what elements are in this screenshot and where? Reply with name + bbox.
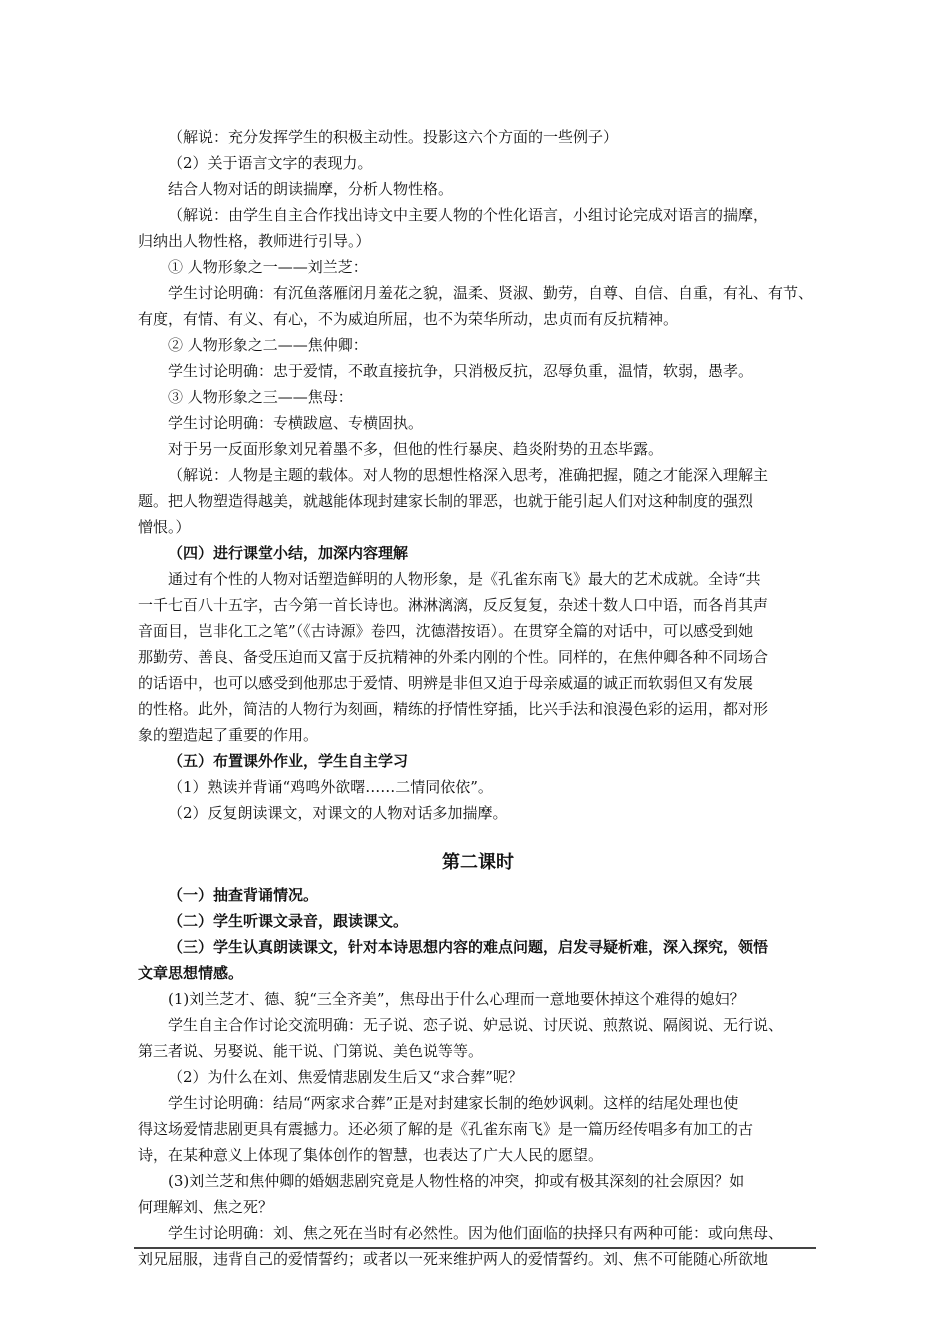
paragraph-line: 有度，有情、有义、有心，不为威迫所屈，也不为荣华所动，忠贞而有反抗精神。 [138,310,679,328]
paragraph-line: 学生讨论明确：专横跋扈、专横固执。 [168,414,424,432]
section-heading: （四）进行课堂小结，加深内容理解 [168,544,409,562]
paragraph-line: 一千七百八十五字，古今第一首长诗也。淋淋漓漓，反反复复，杂述十数人口中语，而各肖其声 [138,596,769,614]
paragraph-line: （解说：人物是主题的载体。对人物的思想性格深入思考，准确把握，随之才能深入理解主 [168,466,769,484]
paragraph-line: 学生自主合作讨论交流明确：无子说、恋子说、妒忌说、讨厌说、煎熬说、隔阂说、无行说、 [168,1016,784,1034]
paragraph-line: 通过有个性的人物对话塑造鲜明的人物形象，是《孔雀东南飞》最大的艺术成就。全诗“共 [168,570,761,588]
document-page [138,124,818,1272]
paragraph-line: 何理解刘、焦之死？ [138,1198,274,1216]
paragraph-line: 的话语中，也可以感受到他那忠于爱情、明辨是非但又迫于母亲威逼的诚正而软弱但又有发展 [138,674,754,692]
paragraph-line: （2）关于语言文字的表现力。 [168,154,373,172]
paragraph-line: ③ 人物形象之三——焦母： [168,388,353,406]
paragraph-line: 结合人物对话的朗读揣摩，分析人物性格。 [168,180,454,198]
section-heading: （二）学生听课文录音，跟读课文。 [168,912,409,930]
paragraph-line: (3)刘兰芝和焦仲卿的婚姻悲剧究竟是人物性格的冲突，抑或有极其深刻的社会原因？如 [168,1172,745,1190]
section-heading: （三）学生认真朗读课文，针对本诗思想内容的难点问题，启发寻疑析难，深入探究，领悟 [168,938,769,956]
footer-divider [134,1247,816,1249]
paragraph-line: 学生讨论明确：有沉鱼落雁闭月羞花之貌，温柔、贤淑、勤劳，自尊、自信、自重，有礼、有节、 [168,284,814,302]
paragraph-line: （1）熟读并背诵“鸡鸣外欲曙……二情同依依”。 [168,778,493,796]
paragraph-line: 诗，在某种意义上体现了集体创作的智慧，也表达了广大人民的愿望。 [138,1146,604,1164]
paragraph-line: （解说：充分发挥学生的积极主动性。投影这六个方面的一些例子） [168,128,619,146]
paragraph-line: ② 人物形象之二——焦仲卿： [168,336,368,354]
paragraph-line: 刘兄屈服，违背自己的爱情誓约；或者以一死来维护两人的爱情誓约。刘、焦不可能随心所欲地 [138,1250,769,1268]
paragraph-line: 的性格。此外，简洁的人物行为刻画，精练的抒情性穿插，比兴手法和浪漫色彩的运用，都对形 [138,700,769,718]
paragraph-line: 象的塑造起了重要的作用。 [138,726,319,744]
paragraph-line: 学生讨论明确：结局“两家求合葬”正是对封建家长制的绝妙讽刺。这样的结尾处理也使 [168,1094,739,1112]
paragraph-line: 学生讨论明确：刘、焦之死在当时有必然性。因为他们面临的抉择只有两种可能：或向焦母、 [168,1224,784,1242]
paragraph-line: 归纳出人物性格，教师进行引导。） [138,232,371,250]
paragraph-line: 对于另一反面形象刘兄着墨不多，但他的性行暴戾、趋炎附势的丑态毕露。 [168,440,664,458]
paragraph-line: (1)刘兰芝才、德、貌“三全齐美”，焦母出于什么心理而一意地要休掉这个难得的媳妇？ [168,990,745,1008]
paragraph-line: ① 人物形象之一——刘兰芝： [168,258,368,276]
paragraph-line: 音面目，岂非化工之笔”（《古诗源》卷四，沈德潜按语）。在贯穿全篇的对话中，可以感受到她 [138,622,754,640]
paragraph-line: 学生讨论明确：忠于爱情，不敢直接抗争，只消极反抗，忍辱负重，温情，软弱，愚孝。 [168,362,754,380]
paragraph-line: （解说：由学生自主合作找出诗文中主要人物的个性化语言，小组讨论完成对语言的揣摩， [168,206,769,224]
paragraph-line: （2）反复朗读课文，对课文的人物对话多加揣摩。 [168,804,508,822]
paragraph-line: 憎恨。） [138,518,191,536]
section-heading: （一）抽查背诵情况。 [168,886,319,904]
paragraph-line: 那勤劳、善良、备受压迫而又富于反抗精神的外柔内刚的个性。同样的，在焦仲卿各种不同场合 [138,648,769,666]
paragraph-line: 第三者说、另娶说、能干说、门第说、美色说等等。 [138,1042,484,1060]
paragraph-line: 题。把人物塑造得越美，就越能体现封建家长制的罪恶，也就于能引起人们对这种制度的强烈 [138,492,754,510]
section-heading: （五）布置课外作业，学生自主学习 [168,752,409,770]
paragraph-line: （2）为什么在刘、焦爱情悲剧发生后又“求合葬”呢？ [168,1068,523,1086]
lesson-title: 第二课时 [442,852,514,873]
paragraph-line: 得这场爱情悲剧更具有震撼力。还必须了解的是《孔雀东南飞》是一篇历经传唱多有加工的古 [138,1120,754,1138]
section-heading: 文章思想情感。 [138,964,244,982]
